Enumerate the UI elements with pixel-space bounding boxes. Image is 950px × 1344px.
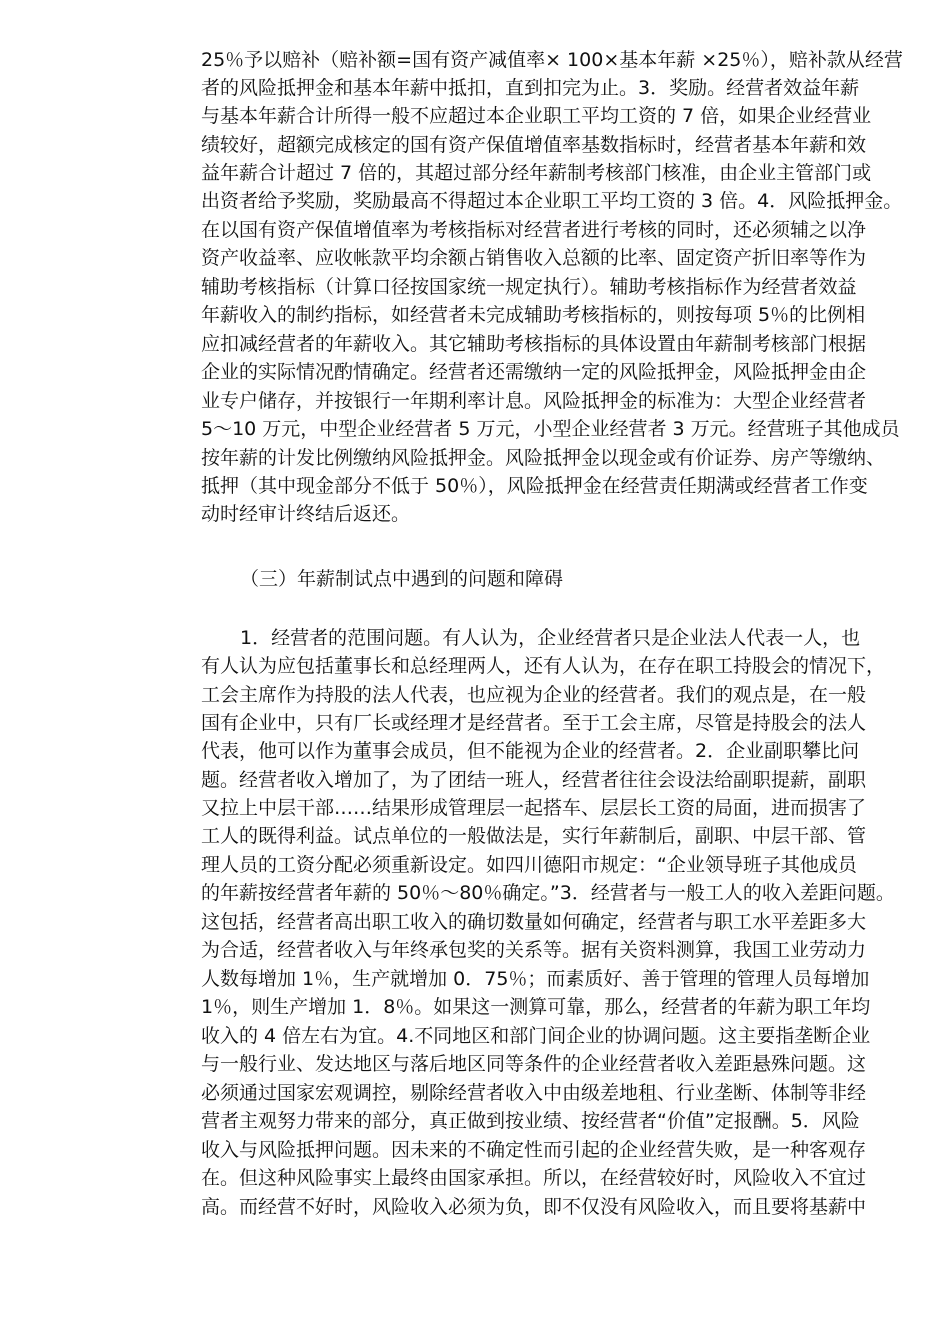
text-line: 绩较好，超额完成核定的国有资产保值增值率基数指标时，经营者基本年薪和效 <box>201 134 867 156</box>
text-line: 者的风险抵押金和基本年薪中抵扣，直到扣完为止。3．奖励。经营者效益年薪 <box>201 77 860 99</box>
text-line: 按年薪的计发比例缴纳风险抵押金。风险抵押金以现金或有价证券、房产等缴纳、 <box>201 447 886 469</box>
text-line: 这包括，经营者高出职工收入的确切数量如何确定，经营者与职工水平差距多大 <box>201 911 867 933</box>
text-line: 代表，他可以作为董事会成员，但不能视为企业的经营者。2．企业副职攀比问 <box>201 740 860 762</box>
text-line: 企业的实际情况酌情确定。经营者还需缴纳一定的风险抵押金，风险抵押金由企 <box>201 361 867 383</box>
text-line: 的年薪按经营者年薪的 50％～80％确定。”3．经营者与一般工人的收入差距问题。 <box>201 882 895 904</box>
text-line: 出资者给予奖励，奖励最高不得超过本企业职工平均工资的 3 倍。4．风险抵押金。 <box>201 190 903 212</box>
text-line: 动时经审计终结后返还。 <box>201 503 411 525</box>
text-line: 题。经营者收入增加了，为了团结一班人，经营者往往会设法给副职提薪，副职 <box>201 769 867 791</box>
section-heading: （三）年薪制试点中遇到的问题和障碍 <box>240 568 564 590</box>
text-line: 25％予以赔补（赔补额=国有资产减值率× 100×基本年薪 ×25％），赔补款从经营 <box>201 49 903 71</box>
text-line: 工人的既得利益。试点单位的一般做法是，实行年薪制后，副职、中层干部、管 <box>201 825 867 847</box>
text-line: 应扣减经营者的年薪收入。其它辅助考核指标的具体设置由年薪制考核部门根据 <box>201 333 867 355</box>
text-line: 辅助考核指标（计算口径按国家统一规定执行）。辅助考核指标作为经营者效益 <box>201 276 857 298</box>
text-line: 益年薪合计超过 7 倍的，其超过部分经年薪制考核部门核准，由企业主管部门或 <box>201 162 872 184</box>
text-line: 有人认为应包括董事长和总经理两人，还有人认为，在存在职工持股会的情况下， <box>201 655 886 677</box>
text-line: 资产收益率、应收帐款平均余额占销售收入总额的比率、固定资产折旧率等作为 <box>201 247 867 269</box>
text-line: 国有企业中，只有厂长或经理才是经营者。至于工会主席，尽管是持股会的法人 <box>201 712 867 734</box>
text-line: 营者主观努力带来的部分，真正做到按业绩、按经营者“价值”定报酬。5．风险 <box>201 1110 860 1132</box>
text-line: 必须通过国家宏观调控，剔除经营者收入中由级差地租、行业垄断、体制等非经 <box>201 1082 867 1104</box>
text-line: 又拉上中层干部……结果形成管理层一起搭车、层层长工资的局面，进而损害了 <box>201 797 867 819</box>
text-line: 理人员的工资分配必须重新设定。如四川德阳市规定：“企业领导班子其他成员 <box>201 854 857 876</box>
text-line: 人数每增加 1％，生产就增加 0．75％；而素质好、善于管理的管理人员每增加 <box>201 968 870 990</box>
text-line: 在以国有资产保值增值率为考核指标对经营者进行考核的同时，还必须辅之以净 <box>201 219 867 241</box>
text-line: 与基本年薪合计所得一般不应超过本企业职工平均工资的 7 倍，如果企业经营业 <box>201 105 872 127</box>
text-line: 5～10 万元，中型企业经营者 5 万元，小型企业经营者 3 万元。经营班子其他成员 <box>201 418 900 440</box>
text-line: 1．经营者的范围问题。有人认为，企业经营者只是企业法人代表一人，也 <box>240 627 861 649</box>
text-line: 抵押（其中现金部分不低于 50％），风险抵押金在经营责任期满或经营者工作变 <box>201 475 868 497</box>
text-line: 1％，则生产增加 1．8％。如果这一测算可靠，那么，经营者的年薪为职工年均 <box>201 996 871 1018</box>
text-line: 年薪收入的制约指标，如经营者未完成辅助考核指标的，则按每项 5％的比例相 <box>201 304 866 326</box>
text-line: 高。而经营不好时，风险收入必须为负，即不仅没有风险收入，而且要将基薪中 <box>201 1196 867 1218</box>
text-line: 在。但这种风险事实上最终由国家承担。所以，在经营较好时，风险收入不宜过 <box>201 1167 867 1189</box>
text-line: 收入与风险抵押问题。因未来的不确定性而引起的企业经营失败，是一种客观存 <box>201 1139 867 1161</box>
text-line: 业专户储存，并按银行一年期利率计息。风险抵押金的标准为：大型企业经营者 <box>201 390 867 412</box>
text-line: 与一般行业、发达地区与落后地区同等条件的企业经营者收入差距悬殊问题。这 <box>201 1053 867 1075</box>
text-line: 为合适，经营者收入与年终承包奖的关系等。据有关资料测算，我国工业劳动力 <box>201 939 867 961</box>
text-line: 工会主席作为持股的法人代表，也应视为企业的经营者。我们的观点是，在一般 <box>201 684 867 706</box>
text-line: 收入的 4 倍左右为宜。4.不同地区和部门间企业的协调问题。这主要指垄断企业 <box>201 1025 871 1047</box>
